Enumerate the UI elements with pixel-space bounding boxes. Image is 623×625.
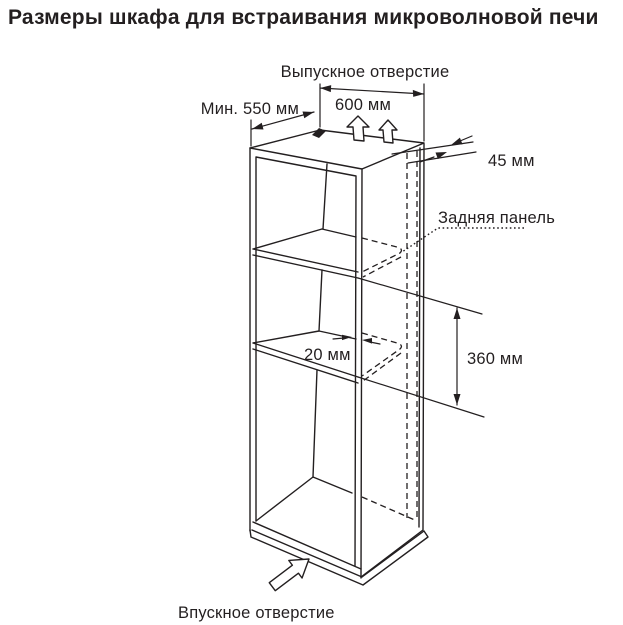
outlet-label: Выпускное отверстие (280, 63, 450, 81)
inlet-label: Впускное отверстие (178, 604, 335, 622)
vent-outlet-arrows (347, 116, 397, 143)
dim-20-label: 20 мм (304, 346, 351, 364)
back-panel-hidden-lines (407, 151, 417, 521)
cabinet-interior-corner (313, 164, 327, 477)
cabinet-floor (253, 477, 361, 569)
dim-600-label: 600 мм (334, 96, 392, 114)
vent-corner-mark (312, 128, 326, 138)
cabinet-right-face (361, 144, 424, 577)
dimension-shelf-gap-20 (304, 335, 380, 364)
shelf-upper-hidden-edge (362, 238, 401, 277)
dimension-niche-height-360 (358, 278, 523, 417)
cabinet-top-face (250, 130, 424, 169)
dim-360-label: 360 мм (467, 350, 524, 368)
dim-45-label: 45 мм (488, 152, 535, 170)
dimension-width-600 (312, 84, 424, 141)
inlet-airflow-arrow (266, 550, 316, 595)
page-title: Размеры шкафа для встраивания микроволновой печи (8, 6, 599, 29)
shelf-upper (253, 229, 358, 278)
dim-550-label: Мин. 550 мм (200, 100, 299, 118)
back-panel-label: Задняя панель (438, 209, 556, 227)
dimension-depth-550 (201, 100, 314, 146)
back-panel-callout (402, 209, 555, 252)
floor-hidden-edge (362, 497, 417, 521)
outlet-airflow-arrow-left (347, 116, 369, 141)
